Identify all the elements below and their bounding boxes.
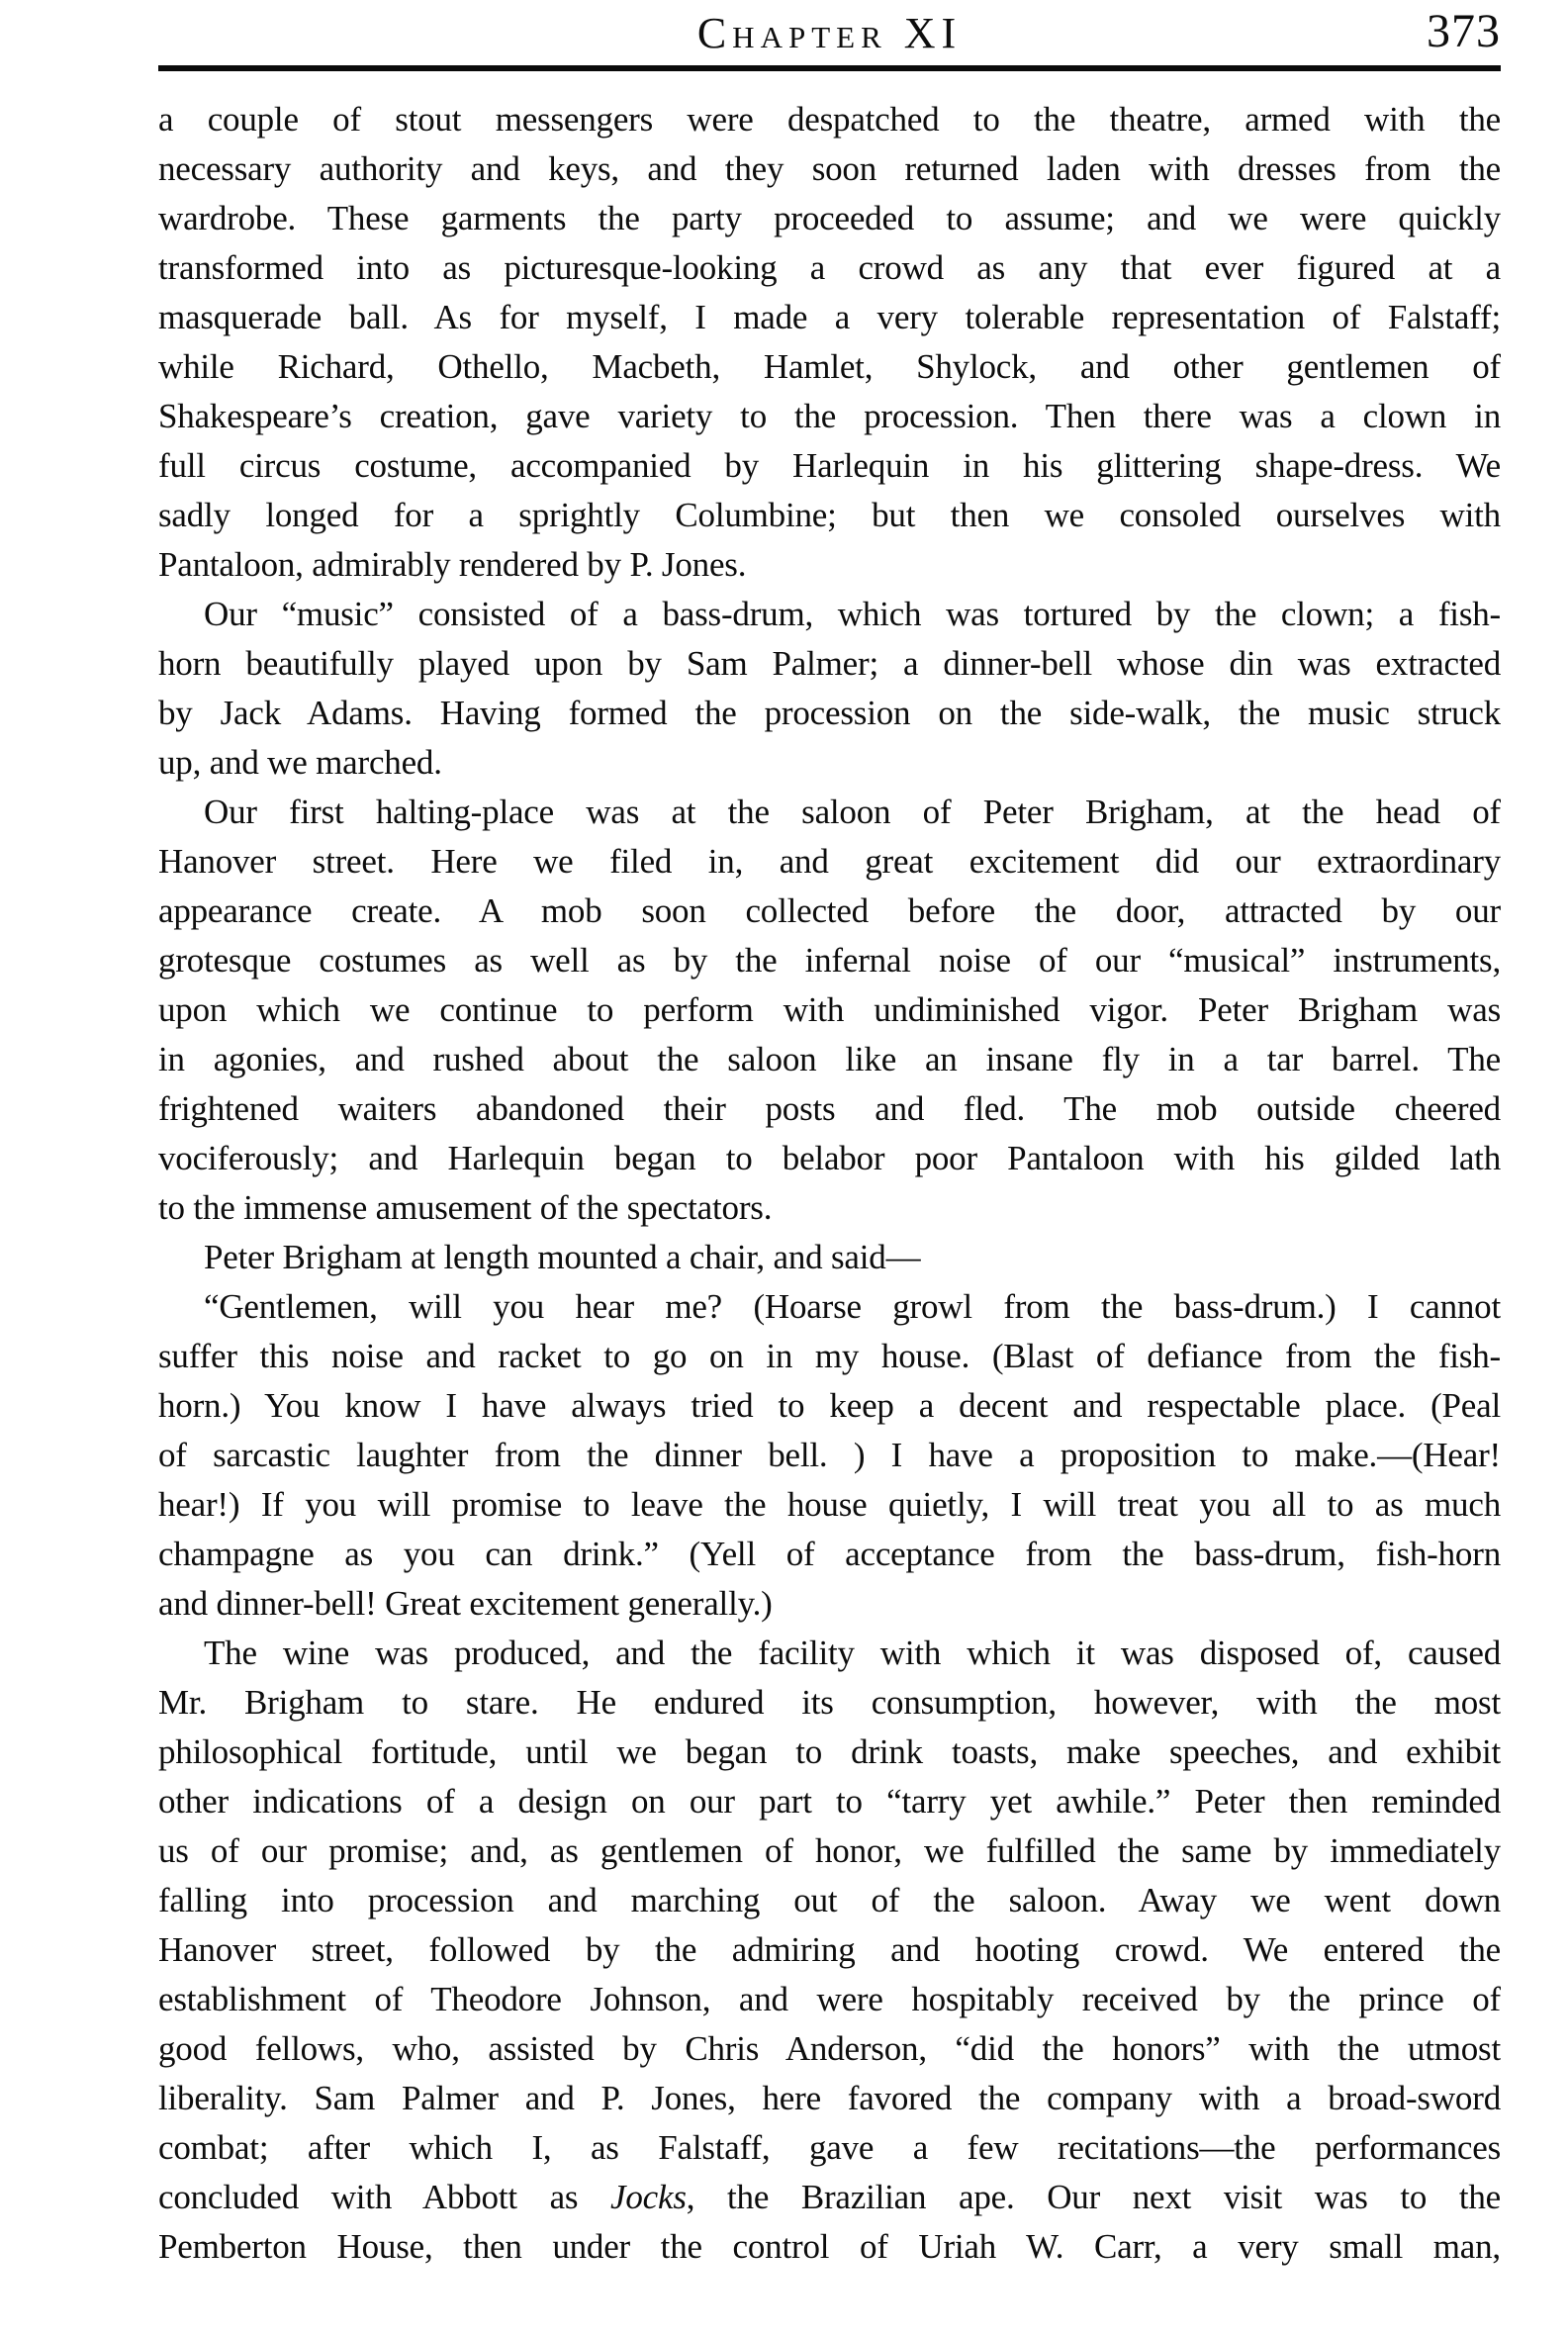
page-header xyxy=(158,0,1501,65)
text-line: wardrobe. These garments the party proceeded to assume; and we were quickly xyxy=(158,199,1501,237)
text-line: Peter Brigham at length mounted a chair, and said— xyxy=(204,1238,921,1276)
text-line: champagne as you can drink.” (Yell of acceptance from the bass-drum, fish-horn xyxy=(158,1535,1501,1573)
text-line: establishment of Theodore Johnson, and were hospitably received by the prince of xyxy=(158,1980,1501,2018)
text-line: Pemberton House, then under the control of Uriah W. Carr, a very small man, xyxy=(158,2227,1501,2266)
text-line: sadly longed for a sprightly Columbine; but then we consoled ourselves with xyxy=(158,496,1501,534)
text-line: Mr. Brigham to stare. He endured its consumption, however, with the most xyxy=(158,1683,1501,1722)
text-line: full circus costume, accompanied by Harlequin in his glittering shape-dress. We xyxy=(158,446,1501,485)
text-line: Shakespeare’s creation, gave variety to the procession. Then there was a clown in xyxy=(158,397,1501,435)
text-line: philosophical fortitude, until we began to drink toasts, make speeches, and exhibit xyxy=(158,1732,1501,1771)
text-line: hear!) If you will promise to leave the house quietly, I will treat you all to as much xyxy=(158,1485,1501,1524)
text-line: vociferously; and Harlequin began to belabor poor Pantaloon with his gilded lath xyxy=(158,1139,1501,1177)
text-line: concluded with Abbott as Jocks, the Brazilian ape. Our next visit was to the xyxy=(158,2178,1501,2216)
text-line: horn beautifully played upon by Sam Palmer; a dinner-bell whose din was extracted xyxy=(158,644,1501,683)
text-line: liberality. Sam Palmer and P. Jones, here favored the company with a broad-sword xyxy=(158,2079,1501,2117)
text-line: good fellows, who, assisted by Chris Anderson, “did the honors” with the utmost xyxy=(158,2029,1501,2068)
text-line: Pantaloon, admirably rendered by P. Jones. xyxy=(158,545,747,584)
page-number: 373 xyxy=(1427,5,1501,57)
text-line: frightened waiters abandoned their posts and fled. The mob outside cheered xyxy=(158,1089,1501,1128)
text-line: combat; after which I, as Falstaff, gave a few recitations—the performances xyxy=(158,2128,1501,2167)
text-line: The wine was produced, and the facility with which it was disposed of, caused xyxy=(204,1634,1501,1672)
page-body xyxy=(158,71,1501,2272)
text-line: masquerade ball. As for myself, I made a very tolerable representation of Falstaff; xyxy=(158,298,1501,336)
text-line: suffer this noise and racket to go on in my house. (Blast of defiance from the fish- xyxy=(158,1337,1501,1375)
text-line: other indications of a design on our part to “tarry yet awhile.” Peter then reminded xyxy=(158,1782,1501,1821)
italic-word: Jocks xyxy=(610,2178,687,2216)
text-line: to the immense amusement of the spectators. xyxy=(158,1188,773,1227)
text-line: up, and we marched. xyxy=(158,743,442,782)
text-line: of sarcastic laughter from the dinner bell. ) I have a proposition to make.—(Hear! xyxy=(158,1436,1501,1474)
text-line: falling into procession and marching out of the saloon. Away we went down xyxy=(158,1881,1501,1919)
text-line: Hanover street. Here we filed in, and great excitement did our extraordinary xyxy=(158,842,1501,881)
text-line: in agonies, and rushed about the saloon like an insane fly in a tar barrel. The xyxy=(158,1040,1501,1078)
text-line: upon which we continue to perform with undiminished vigor. Peter Brigham was xyxy=(158,990,1501,1029)
text-line: us of our promise; and, as gentlemen of honor, we fulfilled the same by immediately xyxy=(158,1831,1501,1870)
text-line: “Gentlemen, will you hear me? (Hoarse growl from the bass-drum.) I cannot xyxy=(204,1287,1501,1326)
text-line: grotesque costumes as well as by the infernal noise of our “musical” instruments, xyxy=(158,941,1501,980)
text-line: horn.) You know I have always tried to keep a decent and respectable place. (Peal xyxy=(158,1386,1501,1425)
text-line: and dinner-bell! Great excitement generally.) xyxy=(158,1584,773,1623)
text-line: Our first halting-place was at the saloon of Peter Brigham, at the head of xyxy=(204,793,1501,831)
text-line: by Jack Adams. Having formed the procession on the side-walk, the music struck xyxy=(158,694,1501,732)
chapter-title: Chapter XI xyxy=(696,9,963,57)
text-line: appearance create. A mob soon collected before the door, attracted by our xyxy=(158,891,1501,930)
text-line: necessary authority and keys, and they soon returned laden with dresses from the xyxy=(158,149,1501,188)
text-line: while Richard, Othello, Macbeth, Hamlet, Shylock, and other gentlemen of xyxy=(158,347,1501,386)
text-line: transformed into as picturesque-looking a crowd as any that ever figured at a xyxy=(158,248,1501,287)
text-line: a couple of stout messengers were despatched to the theatre, armed with the xyxy=(158,100,1501,139)
text-line: Hanover street, followed by the admiring and hooting crowd. We entered the xyxy=(158,1930,1501,1969)
text-line: Our “music” consisted of a bass-drum, which was tortured by the clown; a fish- xyxy=(204,595,1501,633)
